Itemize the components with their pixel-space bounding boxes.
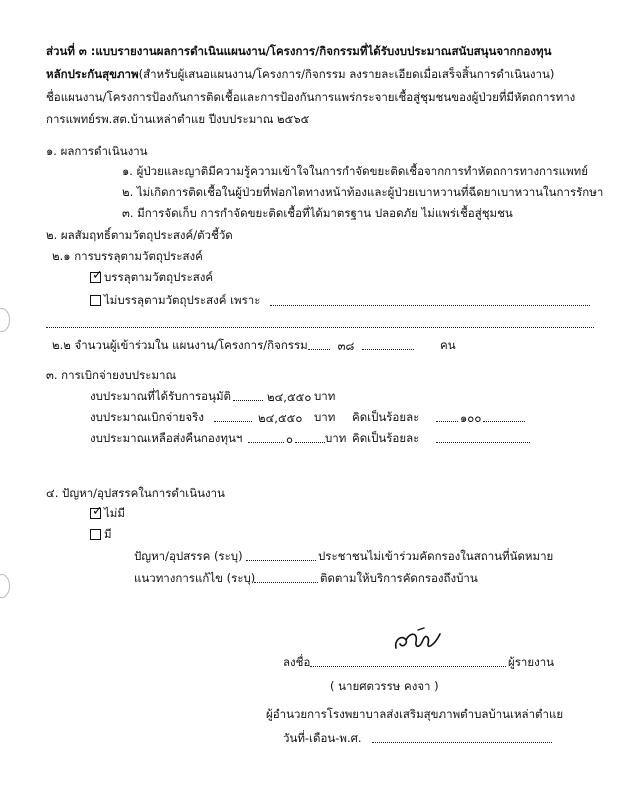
- has-problem-option: [90, 527, 112, 543]
- participants-blank[interactable]: [308, 338, 414, 355]
- no-problem-checkbox[interactable]: [90, 504, 103, 519]
- header-title-line1: ส่วนที่ ๓ :แบบรายงานผลการดำเนินแผนงาน/โครงการ/กิจกรรมที่ได้รับงบประมาณสนับสนุนจากกองทุน: [46, 44, 552, 58]
- problem-blank[interactable]: [246, 549, 316, 566]
- sign-label: ลงชื่อ: [283, 655, 311, 669]
- check-mark-icon: ✓: [92, 268, 103, 283]
- section2-sub1-title: ๒.๑ การบรรลุตามวัตถุประสงค์: [52, 249, 203, 263]
- approved-baht: บาท: [314, 389, 336, 403]
- solution-label: แนวทางการแก้ไข (ระบุ): [134, 571, 256, 585]
- achieved-option: [90, 270, 213, 286]
- no-problem-label: ไม่มี: [104, 506, 125, 520]
- not-achieved-checkbox[interactable]: [90, 295, 101, 306]
- problem-value: ประชาชนไม่เข้าร่วมคัดกรองในสถานที่นัดหมาย: [318, 549, 554, 563]
- spent-baht: บาท: [314, 410, 336, 424]
- approved-label: งบประมาณที่ได้รับการอนุมัติ: [90, 389, 231, 403]
- remain-label: งบประมาณเหลือส่งคืนกองทุนฯ: [90, 431, 243, 445]
- check-mark-icon: ✓: [92, 504, 103, 519]
- project-name-line1: ชื่อแผนงาน/โครงการป้องกันการติดเชื้อและการป้องกันการแพร่กระจายเชื้อสู่ชุมชนของผู้ป่วยที่มีหัตถการทาง: [46, 90, 576, 104]
- remain-percent-blank[interactable]: [436, 431, 530, 448]
- section1-title: ๑. ผลการดำเนินงาน: [46, 144, 148, 158]
- solution-blank[interactable]: [254, 571, 318, 588]
- approved-blank[interactable]: [233, 389, 311, 406]
- solution-value: ติดตามให้บริการคัดกรองถึงบ้าน: [320, 571, 478, 585]
- spent-percent-label: คิดเป็นร้อยละ: [352, 410, 420, 424]
- spent-percent-blank[interactable]: [436, 410, 525, 427]
- punch-hole-mark: [0, 574, 10, 598]
- remain-value: ๐: [286, 432, 294, 446]
- header-instruction: (สำหรับผู้เสนอแผนงาน/โครงการ/กิจกรรม ลงรายละเอียดเมื่อเสร็จสิ้นการดำเนินงาน): [138, 67, 555, 81]
- section2-title: ๒. ผลสัมฤทธิ์ตามวัตถุประสงค์/ตัวชี้วัด: [46, 228, 233, 242]
- date-blank[interactable]: [372, 731, 552, 748]
- approved-value: ๒๔,๕๕๐: [267, 390, 312, 404]
- spent-label: งบประมาณเบิกจ่ายจริง: [90, 410, 204, 424]
- spent-value: ๒๔,๕๕๐: [258, 411, 303, 425]
- problem-label: ปัญหา/อุปสรรค (ระบุ): [134, 549, 243, 563]
- reporter-label: ผู้รายงาน: [508, 655, 555, 669]
- result-item-2: ๒. ไม่เกิดการติดเชื้อในผู้ป่วยที่ฟอกไตทางหน้าท้องและผู้ป่วยเบาหวานที่ฉีดยาเบาหวานในการรักษา: [122, 185, 604, 199]
- project-name-line2: การแพทย์รพ.สต.บ้านเหล่าตำแย ปีงบประมาณ ๒๕๖๕: [46, 112, 310, 126]
- not-achieved-label: ไม่บรรลุตามวัตถุประสงค์ เพราะ: [104, 293, 261, 307]
- spent-percent-value: ๑๐๐: [460, 411, 482, 425]
- section3-title: ๓. การเบิกจ่ายงบประมาณ: [46, 368, 177, 382]
- no-problem-option: [90, 506, 125, 522]
- reason-blank-continued[interactable]: [46, 316, 594, 333]
- reporter-name: ( นายศตวรรษ คงจา ): [330, 679, 439, 693]
- handwritten-signature: [390, 626, 446, 656]
- header-fund-name: หลักประกันสุขภาพ: [46, 67, 139, 81]
- signature-blank[interactable]: [310, 655, 506, 672]
- result-item-3: ๓. มีการจัดเก็บ การกำจัดขยะติดเชื้อที่ได้มาตรฐาน ปลอดภัย ไม่แพร่เชื้อสู่ชุมชน: [122, 206, 513, 220]
- participants-value: ๓๘: [337, 339, 355, 353]
- result-item-1: ๑. ผู้ป่วยและญาติมีความรู้ความเข้าใจในการกำจัดขยะติดเชื้อจากการทำหัตถการทางการแพทย์: [122, 164, 588, 178]
- achieved-checkbox[interactable]: [90, 268, 103, 283]
- reason-blank[interactable]: [270, 294, 590, 311]
- date-label: วันที่-เดือน-พ.ศ.: [283, 731, 362, 745]
- participants-label: ๒.๒ จำนวนผู้เข้าร่วมใน แผนงาน/โครงการ/กิจกรรม: [52, 338, 308, 352]
- has-problem-checkbox[interactable]: [90, 529, 101, 540]
- participants-row: [52, 338, 308, 354]
- header-title-line2: [46, 67, 554, 83]
- remain-blank[interactable]: [248, 431, 325, 448]
- reporter-position: ผู้อำนวยการโรงพยาบาลส่งเสริมสุขภาพตำบลบ้านเหล่าตำแย: [266, 707, 564, 721]
- punch-hole-mark: [0, 308, 10, 332]
- has-problem-label: มี: [104, 527, 112, 541]
- remain-percent-label: คิดเป็นร้อยละ: [352, 431, 420, 445]
- section4-title: ๔. ปัญหา/อุปสรรคในการดำเนินงาน: [46, 486, 225, 500]
- participants-unit: คน: [440, 338, 456, 352]
- achieved-label: บรรลุตามวัตถุประสงค์: [104, 270, 214, 284]
- remain-baht: บาท: [325, 431, 347, 445]
- spent-blank[interactable]: [214, 410, 302, 427]
- not-achieved-option: [90, 293, 260, 309]
